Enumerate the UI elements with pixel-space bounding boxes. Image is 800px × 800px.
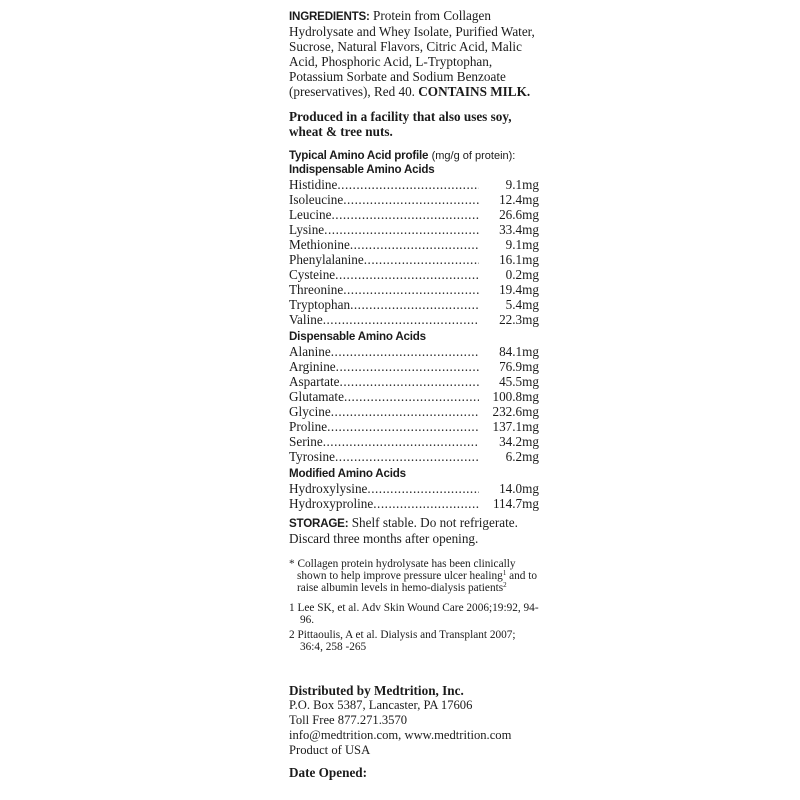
amino-acid-row xyxy=(289,237,539,252)
leader-dots xyxy=(336,359,479,374)
leader-dots xyxy=(331,404,479,419)
amino-acid-value: 34.2mg xyxy=(499,434,539,449)
amino-acid-row xyxy=(289,177,539,192)
storage-heading: STORAGE: xyxy=(289,517,349,530)
amino-acid-row xyxy=(289,449,539,464)
reference-1: 1 Lee SK, et al. Adv Skin Wound Care 2006;19:92, 94-96. xyxy=(289,602,539,626)
amino-group-title: Indispensable Amino Acids xyxy=(289,163,435,176)
amino-acid-value: 14.0mg xyxy=(499,481,539,496)
date-opened-label: Date Opened: xyxy=(289,765,368,780)
amino-acid-row xyxy=(289,389,539,404)
amino-group-list xyxy=(289,481,539,511)
leader-dots xyxy=(350,237,479,252)
ingredients-block xyxy=(289,8,539,99)
product-label-panel xyxy=(289,8,539,656)
amino-profile-heading: Typical Amino Acid profile xyxy=(289,149,429,162)
amino-acid-row xyxy=(289,404,539,419)
leader-dots xyxy=(323,434,479,449)
footnote-marker: * xyxy=(289,558,295,570)
amino-acid-name: Cysteine xyxy=(289,267,336,282)
amino-profile-heading-line xyxy=(289,148,539,163)
leader-dots xyxy=(337,177,479,192)
amino-acid-row xyxy=(289,419,539,434)
amino-acid-value: 114.7mg xyxy=(492,496,539,511)
amino-acid-value: 100.8mg xyxy=(492,389,539,404)
leader-dots xyxy=(335,267,479,282)
amino-group-title: Dispensable Amino Acids xyxy=(289,330,426,343)
distributor-title: Distributed by Medtrition, Inc. xyxy=(289,683,464,698)
amino-acid-name: Methionine xyxy=(289,237,350,252)
amino-acid-value: 26.6mg xyxy=(499,207,539,222)
amino-acid-name: Valine xyxy=(289,312,323,327)
amino-acid-row xyxy=(289,282,539,297)
leader-dots xyxy=(331,207,479,222)
amino-acid-name: Leucine xyxy=(289,207,332,222)
leader-dots xyxy=(327,419,479,434)
amino-acid-row xyxy=(289,297,539,312)
amino-acid-value: 0.2mg xyxy=(505,267,539,282)
distributor-address: P.O. Box 5387, Lancaster, PA 17606 xyxy=(289,698,473,712)
leader-dots xyxy=(373,496,479,511)
amino-acid-value: 84.1mg xyxy=(499,344,539,359)
leader-dots xyxy=(364,252,479,267)
amino-acid-row xyxy=(289,374,539,389)
leader-dots xyxy=(335,449,479,464)
amino-group-list xyxy=(289,177,539,327)
amino-acid-row xyxy=(289,359,539,374)
amino-acid-row xyxy=(289,222,539,237)
distributor-block xyxy=(289,683,549,758)
allergen-statement: CONTAINS MILK. xyxy=(418,84,531,99)
amino-acid-name: Serine xyxy=(289,434,323,449)
leader-dots xyxy=(331,344,479,359)
leader-dots xyxy=(343,192,479,207)
amino-acid-profile xyxy=(289,148,539,511)
amino-acid-row xyxy=(289,192,539,207)
amino-acid-value: 45.5mg xyxy=(499,374,539,389)
amino-acid-value: 9.1mg xyxy=(505,177,539,192)
amino-acid-value: 76.9mg xyxy=(499,359,539,374)
amino-acid-value: 232.6mg xyxy=(492,404,539,419)
amino-acid-row xyxy=(289,496,539,511)
leader-dots xyxy=(344,389,479,404)
amino-acid-name: Alanine xyxy=(289,344,331,359)
amino-groups xyxy=(289,163,539,511)
footnote-sup-2: 2 xyxy=(503,581,507,589)
amino-group-list xyxy=(289,344,539,464)
leader-dots xyxy=(343,282,479,297)
leader-dots xyxy=(324,222,479,237)
footnote-text-2: and to raise albumin levels in hemo-dialysis patients xyxy=(297,570,538,594)
amino-acid-value: 9.1mg xyxy=(505,237,539,252)
clinical-footnote xyxy=(289,558,539,594)
distributor-phone: Toll Free 877.271.3570 xyxy=(289,713,408,727)
distributor-origin: Product of USA xyxy=(289,743,371,757)
amino-acid-value: 137.1mg xyxy=(492,419,539,434)
amino-acid-name: Histidine xyxy=(289,177,338,192)
amino-acid-name: Threonine xyxy=(289,282,344,297)
footnote-text-1: Collagen protein hydrolysate has been clinically shown to help improve pressure ulcer healing xyxy=(297,558,516,582)
amino-acid-name: Glycine xyxy=(289,404,331,419)
amino-acid-value: 16.1mg xyxy=(499,252,539,267)
amino-acid-name: Tyrosine xyxy=(289,449,335,464)
amino-acid-row xyxy=(289,252,539,267)
amino-acid-row xyxy=(289,267,539,282)
ingredients-heading: INGREDIENTS: xyxy=(289,10,370,23)
amino-acid-value: 5.4mg xyxy=(505,297,539,312)
amino-acid-row xyxy=(289,434,539,449)
storage-text: Shelf stable. Do not refrigerate. Discard three months after opening. xyxy=(289,515,518,546)
footnote-sup-1: 1 xyxy=(502,569,507,577)
leader-dots xyxy=(367,481,479,496)
amino-acid-value: 33.4mg xyxy=(499,222,539,237)
reference-2: 2 Pittaoulis, A et al. Dialysis and Transplant 2007; 36:4, 258 -265 xyxy=(289,629,516,653)
amino-acid-value: 19.4mg xyxy=(499,282,539,297)
amino-acid-name: Aspartate xyxy=(289,374,340,389)
amino-acid-name: Hydroxylysine xyxy=(289,481,368,496)
amino-acid-value: 22.3mg xyxy=(499,312,539,327)
amino-acid-value: 6.2mg xyxy=(505,449,539,464)
amino-profile-unit: (mg/g of protein): xyxy=(431,150,516,162)
leader-dots xyxy=(323,312,479,327)
amino-acid-name: Glutamate xyxy=(289,389,344,404)
amino-acid-row xyxy=(289,481,539,496)
amino-acid-name: Phenylalanine xyxy=(289,252,364,267)
amino-acid-name: Tryptophan xyxy=(289,297,351,312)
amino-acid-name: Proline xyxy=(289,419,328,434)
amino-acid-name: Isoleucine xyxy=(289,192,344,207)
amino-acid-row xyxy=(289,312,539,327)
amino-acid-row xyxy=(289,207,539,222)
amino-acid-row xyxy=(289,344,539,359)
distributor-web: info@medtrition.com, www.medtrition.com xyxy=(289,728,512,742)
amino-acid-name: Arginine xyxy=(289,359,336,374)
leader-dots xyxy=(350,297,479,312)
amino-acid-value: 12.4mg xyxy=(499,192,539,207)
storage-block xyxy=(289,515,539,546)
leader-dots xyxy=(340,374,479,389)
amino-group-title: Modified Amino Acids xyxy=(289,467,406,480)
amino-acid-name: Hydroxyproline xyxy=(289,496,374,511)
facility-notice: Produced in a facility that also uses soy, wheat & tree nuts. xyxy=(289,109,512,139)
ingredients-text: Protein from Collagen Hydrolysate and Whey Isolate, Purified Water, Sucrose, Natural Flavors, Citric Acid, Malic Acid, Phosphoric Acid, L-Tryptophan, Potassium Sorbate and Sodium Benzoate (preservatives), Red 40. xyxy=(289,8,535,99)
amino-acid-name: Lysine xyxy=(289,222,325,237)
